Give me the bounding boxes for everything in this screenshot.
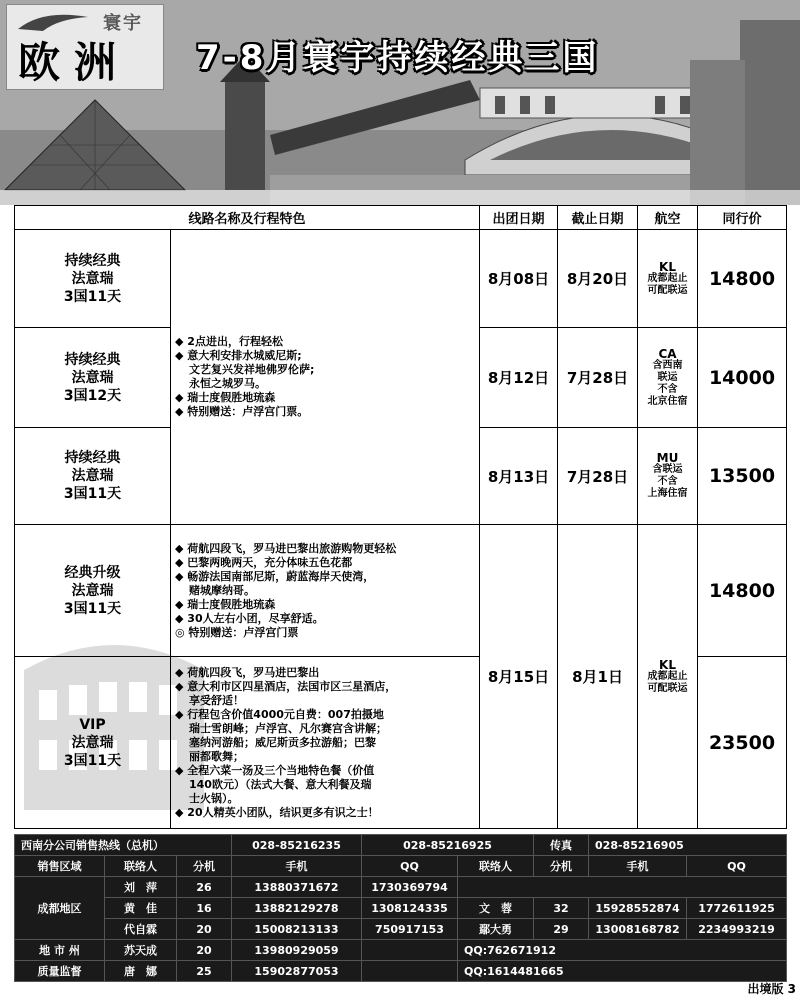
deadline-date: 7月28日 <box>558 328 638 428</box>
route-features-vip: ◆ 荷航四段飞，罗马进巴黎出 ◆ 意大利市区四星酒店，法国市区三星酒店， 享受舒适！ ◆ 行程包含价值4000元自费：007拍摄地 瑞士雪朗峰；卢浮宫、凡尔赛宫含讲解； 塞纳河游船；威尼斯贡多拉游船；巴黎 丽都歌舞； ◆ 全程六菜一汤及三个当地特色餐（价值 140欧元）（法式大餐、意大利餐及瑞 士火锅）。 ◆ 20人精英小团队，结识更多有识之士！ <box>171 657 480 829</box>
hotline-row <box>15 835 787 856</box>
route-name: 持续经典 法意瑞 3国11天 <box>15 230 171 328</box>
contact-ext: 16 <box>177 898 232 919</box>
col-ext-2: 分机 <box>534 856 589 877</box>
banner <box>0 0 800 205</box>
route-name: VIP 法意瑞 3国11天 <box>15 657 171 829</box>
contact-name: 苏天成 <box>105 940 177 961</box>
header-price: 同行价 <box>698 206 787 230</box>
price: 14800 <box>698 525 787 657</box>
contact-name: 黄 佳 <box>105 898 177 919</box>
contact-name-2: 鄢大勇 <box>458 919 534 940</box>
contact-qq: 1730369794 <box>362 877 458 898</box>
contact-mobile: 13980929059 <box>232 940 362 961</box>
contact-qq: 1308124335 <box>362 898 458 919</box>
price: 14800 <box>698 230 787 328</box>
hotline-number-2: 028-85216925 <box>362 835 534 856</box>
contact-table <box>14 834 787 982</box>
table-row <box>15 230 787 328</box>
contact-name-2: 文 蓉 <box>458 898 534 919</box>
region-quality: 质量监督 <box>15 961 105 982</box>
table-row <box>15 898 787 919</box>
col-ext: 分机 <box>177 856 232 877</box>
route-name: 经典升级 法意瑞 3国11天 <box>15 525 171 657</box>
route-features-upgrade: ◆ 荷航四段飞，罗马进巴黎出旅游购物更轻松 ◆ 巴黎两晚两天，充分体味五色花都 ◆ 畅游法国南部尼斯，蔚蓝海岸天使湾， 赌城摩纳哥。 ◆ 瑞士度假胜地琉森 ◆ 30人左右小团，尽享舒适。 ◎ 特别赠送：卢浮宫门票 <box>171 525 480 657</box>
price: 13500 <box>698 428 787 525</box>
region-city: 地 市 州 <box>15 940 105 961</box>
contact-mobile-2: 13008168782 <box>589 919 687 940</box>
depart-date: 8月15日 <box>480 525 558 829</box>
contact-ext: 20 <box>177 919 232 940</box>
col-qq-2: QQ <box>687 856 787 877</box>
contact-name: 刘 萍 <box>105 877 177 898</box>
price: 23500 <box>698 657 787 829</box>
col-region: 销售区域 <box>15 856 105 877</box>
contact-ext-2: 29 <box>534 919 589 940</box>
depart-date: 8月08日 <box>480 230 558 328</box>
contact-ext-2: 32 <box>534 898 589 919</box>
region-chengdu: 成都地区 <box>15 877 105 940</box>
airline-info: KL 成都起止 可配联运 <box>638 230 698 328</box>
route-name: 持续经典 法意瑞 3国11天 <box>15 428 171 525</box>
contact-ext: 26 <box>177 877 232 898</box>
contact-qq-2: 1772611925 <box>687 898 787 919</box>
contact-name: 代自霖 <box>105 919 177 940</box>
logo-brand: 寰宇 <box>103 13 143 34</box>
contact-ext: 20 <box>177 940 232 961</box>
table-row <box>15 961 787 982</box>
deadline-date: 7月28日 <box>558 428 638 525</box>
contact-name: 唐 娜 <box>105 961 177 982</box>
header-route: 线路名称及行程特色 <box>15 206 480 230</box>
col-mobile-2: 手机 <box>589 856 687 877</box>
hotline-label: 西南分公司销售热线（总机） <box>15 835 232 856</box>
page-tag: 出境版 3 <box>747 982 796 996</box>
deadline-date: 8月20日 <box>558 230 638 328</box>
table-row <box>15 919 787 940</box>
col-mobile: 手机 <box>232 856 362 877</box>
fax-label: 传真 <box>534 835 589 856</box>
airline-info: KL 成都起止 可配联运 <box>638 525 698 829</box>
route-name: 持续经典 法意瑞 3国12天 <box>15 328 171 428</box>
depart-date: 8月12日 <box>480 328 558 428</box>
contact-mobile: 15902877053 <box>232 961 362 982</box>
table-row <box>15 877 787 898</box>
airline-info: CA 含西南 联运 不含 北京住宿 <box>638 328 698 428</box>
contact-mobile: 15008213133 <box>232 919 362 940</box>
contact-qq: QQ:1614481665 <box>458 961 787 982</box>
contact-qq: QQ:762671912 <box>458 940 787 961</box>
hotline-number-1: 028-85216235 <box>232 835 362 856</box>
header-deadline: 截止日期 <box>558 206 638 230</box>
table-row <box>15 525 787 657</box>
header-airline: 航空 <box>638 206 698 230</box>
empty-cell <box>458 877 787 898</box>
contact-qq-2: 2234993219 <box>687 919 787 940</box>
contact-header-row <box>15 856 787 877</box>
route-features-classic: ◆ 2点进出，行程轻松 ◆ 意大利安排水城威尼斯; 文艺复兴发祥地佛罗伦萨; 永恒之城罗马。 ◆ 瑞士度假胜地琉森 ◆ 特别赠送：卢浮宫门票。 <box>171 230 480 525</box>
contact-mobile-2: 15928552874 <box>589 898 687 919</box>
empty-cell <box>362 940 458 961</box>
contact-mobile: 13882129278 <box>232 898 362 919</box>
deadline-date: 8月1日 <box>558 525 638 829</box>
price: 14000 <box>698 328 787 428</box>
col-contact: 联络人 <box>105 856 177 877</box>
route-table <box>14 205 787 829</box>
contact-ext: 25 <box>177 961 232 982</box>
depart-date: 8月13日 <box>480 428 558 525</box>
fax-number: 028-85216905 <box>589 835 787 856</box>
header-depart: 出团日期 <box>480 206 558 230</box>
region-title: 欧洲 <box>18 38 131 87</box>
contact-qq: 750917153 <box>362 919 458 940</box>
contact-mobile: 13880371672 <box>232 877 362 898</box>
empty-cell <box>362 961 458 982</box>
banner-title: 7-8月寰宇持续经典三国 <box>196 38 600 78</box>
route-table-header <box>15 206 787 230</box>
table-row <box>15 940 787 961</box>
airline-info: MU 含联运 不含 上海住宿 <box>638 428 698 525</box>
col-qq: QQ <box>362 856 458 877</box>
col-contact-2: 联络人 <box>458 856 534 877</box>
